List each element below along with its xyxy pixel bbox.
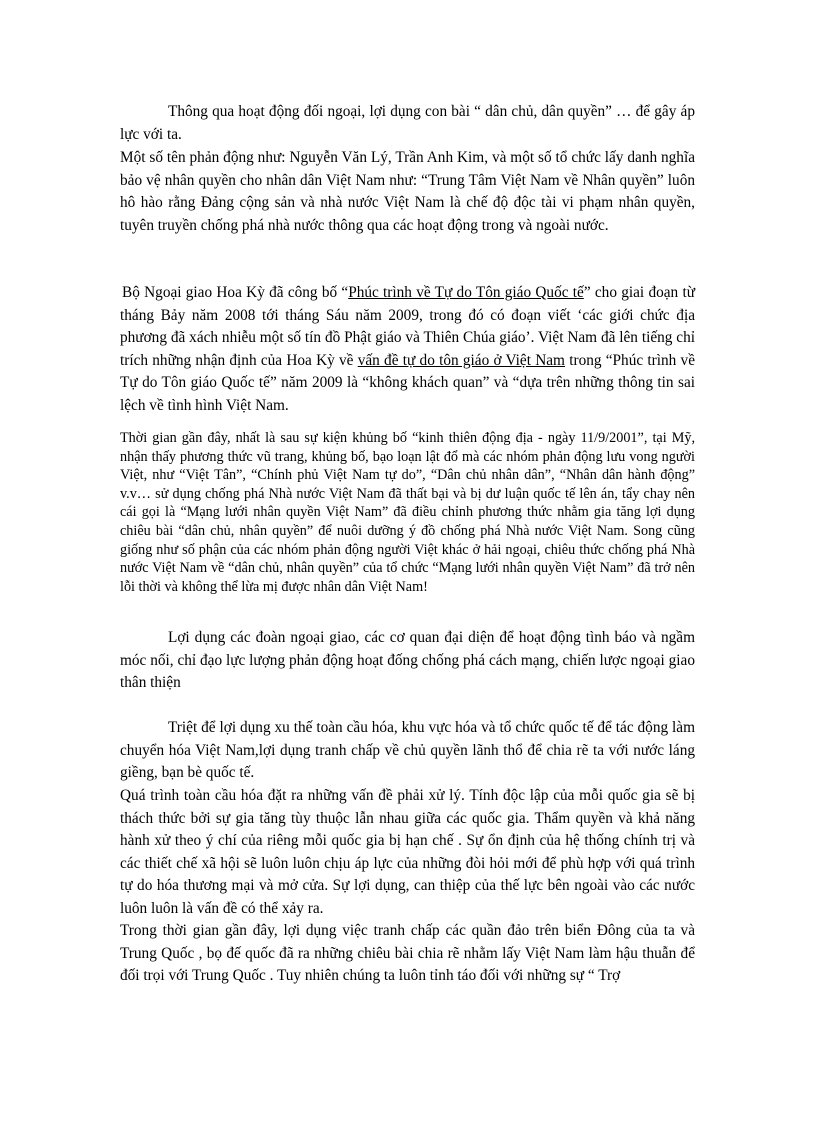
paragraph-human-rights-network: Thời gian gần đây, nhất là sau sự kiện khủng bố “kinh thiên động địa - ngày 11/9/2001”, tại Mỹ, nhận thấy phương thức vũ trang, khủng bố, bạo loạn lật đổ mà các nhóm phản động lưu vong người Việt, như “Việt Tân”, “Chính phủ Việt Nam tự do”, “Dân chủ nhân dân”, “Nhân dân hành động” v.v… sử dụng chống phá Nhà nước Việt Nam đã thất bại và bị dư luận quốc tế lên án, tẩy chay nên cái gọi là “Mạng lưới nhân quyền Việt Nam” đã điều chỉnh phương thức nhằm gia tăng lợi dụng chiêu bài “dân chủ, nhân quyền” để nuôi dưỡng ý đồ chống phá Nhà nước Việt Nam. Song cũng giống như số phận của các nhóm phản động người Việt khác ở hải ngoại, chiêu thức chống phá Nhà nước Việt Nam về “dân chủ, nhân quyền” của tổ chức “Mạng lưới nhân quyền Việt Nam” đã trở nên lỗi thời và không thể lừa mị được nhân dân Việt Nam! — [120, 430, 695, 595]
paragraph-us-report-text-3: trong “Phúc trình về Tự do Tôn giáo Quốc tế” năm 2009 là “không khách quan” và “dựa trên những thông tin sai lệch về tình hình Việt Nam. — [120, 351, 695, 414]
religious-freedom-report-link[interactable]: Phúc trình về Tự do Tôn giáo Quốc tế — [348, 284, 584, 301]
religious-freedom-vietnam-link[interactable]: vấn đề tự do tôn giáo ở Việt Nam — [357, 351, 565, 369]
paragraph-globalization: Triệt để lợi dụng xu thế toàn cầu hóa, khu vực hóa và tổ chức quốc tế để tác động làm chuyển hóa Việt Nam,lợi dụng tranh chấp về chủ quyền lãnh thổ để chia rẽ ta với nước láng giềng, bạn bè quốc tế. — [120, 719, 695, 782]
paragraph-us-report — [120, 282, 695, 418]
paragraph-east-sea: Trong thời gian gần đây, lợi dụng việc tranh chấp các quần đảo trên biển Đông của ta và Trung Quốc , bọ đế quốc đã ra những chiêu bài chia rẽ nhằm lấy Việt Nam làm hậu thuẫn để đối trọi với Trung Quốc . Tuy nhiên chúng ta luôn tỉnh táo đối với những sự “ Trợ — [120, 922, 695, 985]
paragraph-diplomatic-missions: Lợi dụng các đoàn ngoại giao, các cơ quan đại diện để hoạt động tình báo và ngầm móc nối, chỉ đạo lực lượng phản động hoạt đống chống phá cách mạng, chiến lược ngoại giao thân thiện — [120, 629, 695, 692]
paragraph-us-report-text-1: Bộ Ngoại giao Hoa Kỳ đã công bố “ — [122, 284, 349, 301]
paragraph-globalization-issues: Quá trình toàn cầu hóa đặt ra những vấn đề phải xử lý. Tính độc lập của mỗi quốc gia sẽ bị thách thức bởi sự gia tăng tùy thuộc lẫn nhau giữa các quốc gia. Thẩm quyền và khả năng hành xử theo ý chí của riêng mỗi quốc gia bị hạn chế . Sự ổn định của hệ thống chính trị và các thiết chế xã hội sẽ luôn luôn chịu áp lực của những đòi hỏi mới để phù hợp với quá trình tự do hóa thương mại và mở cửa. Sự lợi dụng, can thiệp của thế lực bên ngoài vào các nước luôn luôn là vấn đề có thể xảy ra. — [120, 787, 695, 917]
paragraph-pressure: Thông qua hoạt động đối ngoại, lợi dụng con bài “ dân chủ, dân quyền” … để gây áp lực với ta. — [120, 103, 695, 143]
paragraph-reactionaries: Một số tên phản động như: Nguyễn Văn Lý, Trần Anh Kim, và một số tổ chức lấy danh nghĩa bảo vệ nhân quyền cho nhân dân Việt Nam như: “Trung Tâm Việt Nam về Nhân quyền” luôn hô hào rằng Đảng cộng sản và nhà nước Việt Nam là chế độ độc tài vi phạm nhân quyền, tuyên truyền chống phá nhà nước thông qua các hoạt động trong và ngoài nước. — [120, 149, 695, 234]
paragraph-us-report-text-2: ” cho giai đoạn từ tháng Bảy năm 2008 tới tháng Sáu năm 2009, trong đó có đoạn viết ‘các giới chức địa phương đã xách nhiễu một số tín đồ Phật giáo và Thiên Chúa giáo’. Việt Nam đã lên tiếng chỉ trích những nhận định của Hoa Kỳ về — [120, 284, 696, 369]
